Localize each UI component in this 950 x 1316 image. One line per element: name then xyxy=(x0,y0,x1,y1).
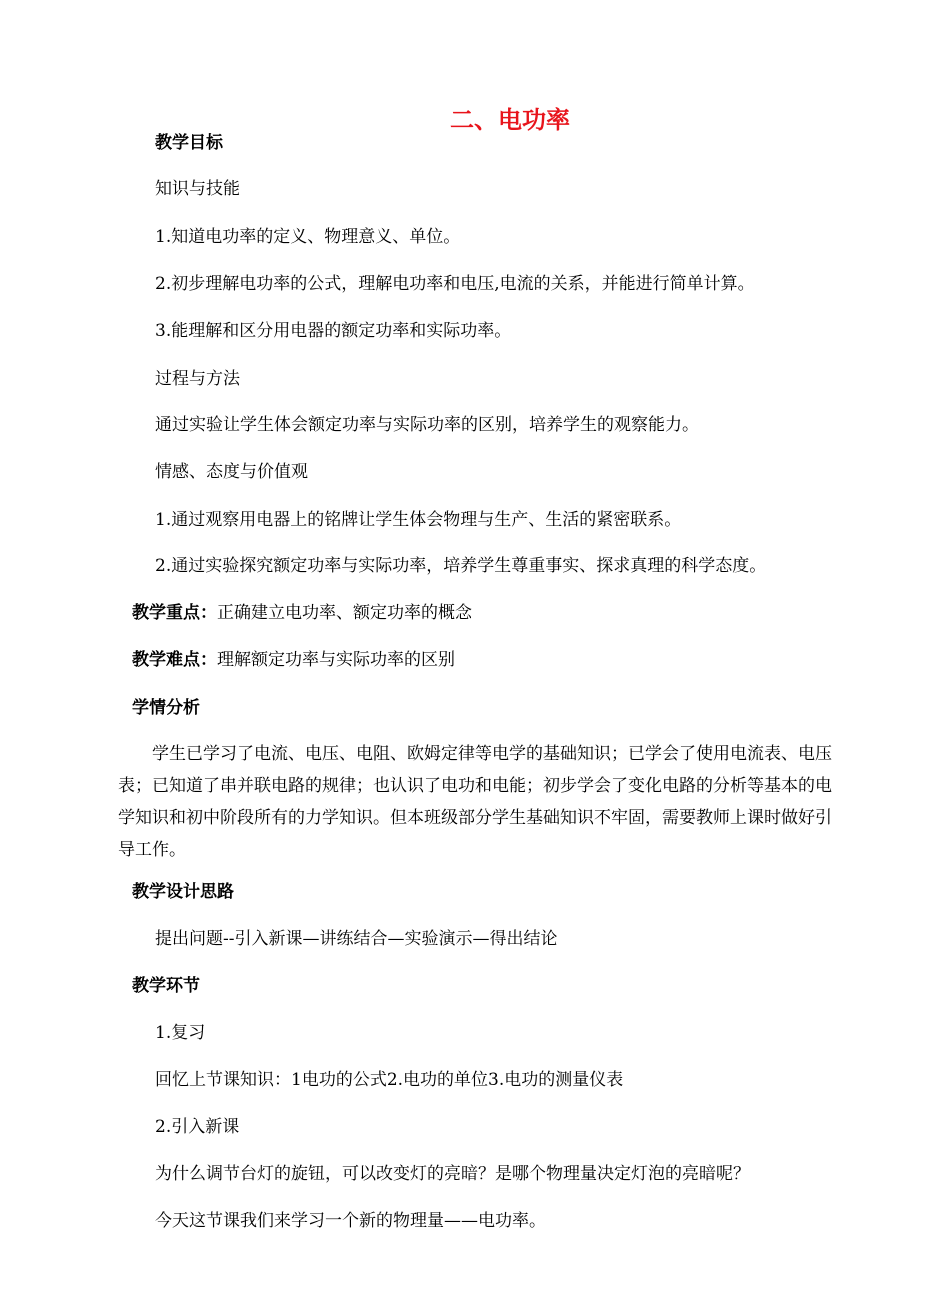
knowledge-item: 1.知道电功率的定义、物理意义、单位。 xyxy=(155,227,461,247)
step1-text: 回忆上节课知识：1电功的公式2.电功的单位3.电功的测量仪表 xyxy=(155,1070,624,1090)
document-title: 二、电功率 xyxy=(450,106,570,134)
analysis-heading: 学情分析 xyxy=(132,698,200,718)
difficulty-point xyxy=(132,649,455,671)
process-method-heading: 过程与方法 xyxy=(155,369,240,389)
knowledge-item: 3.能理解和区分用电器的额定功率和实际功率。 xyxy=(155,321,512,341)
teaching-goals-heading: 教学目标 xyxy=(155,133,223,153)
emotion-item: 1.通过观察用电器上的铭牌让学生体会物理与生产、生活的紧密联系。 xyxy=(155,510,682,530)
design-heading: 教学设计思路 xyxy=(132,882,234,902)
difficulty-text: 理解额定功率与实际功率的区别 xyxy=(217,650,455,670)
knowledge-skills-heading: 知识与技能 xyxy=(155,179,240,199)
step2-title: 2.引入新课 xyxy=(155,1117,240,1137)
difficulty-label: 教学难点： xyxy=(132,650,217,670)
step1-title: 1.复习 xyxy=(155,1023,206,1043)
analysis-paragraph: 学生已学习了电流、电压、电阻、欧姆定律等电学的基础知识；已学会了使用电流表、电压表；已知道了串并联电路的规律；也认识了电功和电能；初步学会了变化电路的分析等基本的电学知识和初中阶段所有的力学知识。但本班级部分学生基础知识不牢固，需要教师上课时做好引导工作。 xyxy=(118,744,832,860)
key-point-text: 正确建立电功率、额定功率的概念 xyxy=(217,603,472,623)
step2-question: 为什么调节台灯的旋钮，可以改变灯的亮暗？是哪个物理量决定灯泡的亮暗呢？ xyxy=(155,1164,750,1184)
key-point-label: 教学重点： xyxy=(132,603,217,623)
emotion-item: 2.通过实验探究额定功率与实际功率，培养学生尊重事实、探求真理的科学态度。 xyxy=(155,556,767,576)
key-point xyxy=(132,602,472,624)
knowledge-item: 2.初步理解电功率的公式，理解电功率和电压,电流的关系，并能进行简单计算。 xyxy=(155,274,755,294)
process-method-text: 通过实验让学生体会额定功率与实际功率的区别，培养学生的观察能力。 xyxy=(155,415,699,435)
step2-text: 今天这节课我们来学习一个新的物理量——电功率。 xyxy=(155,1211,546,1231)
design-text: 提出问题--引入新课—讲练结合—实验演示—得出结论 xyxy=(155,929,558,949)
steps-heading: 教学环节 xyxy=(132,976,200,996)
emotion-heading: 情感、态度与价值观 xyxy=(155,462,308,482)
